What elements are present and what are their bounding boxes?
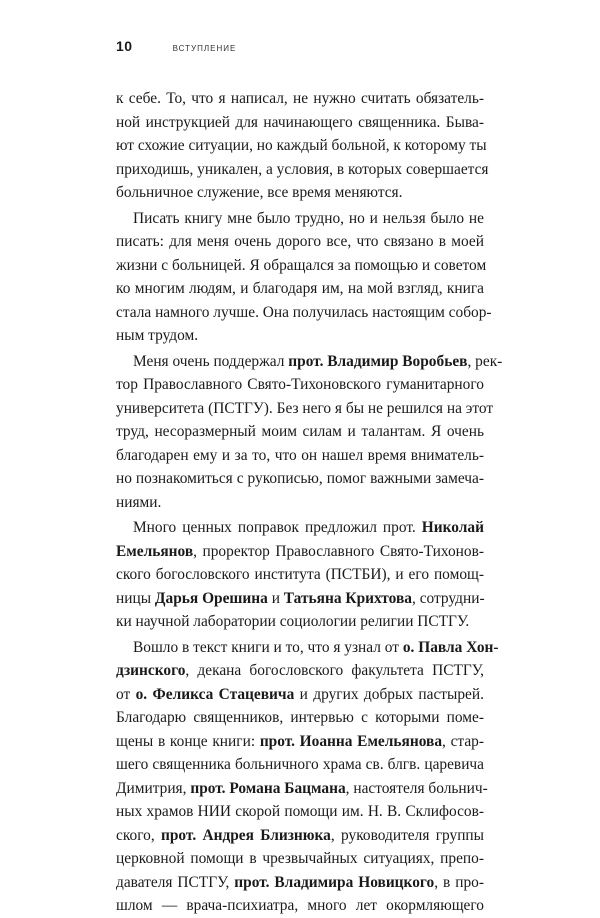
text-line: шлом — врача-психиатра, много лет окормляющего (116, 897, 484, 914)
text-segment: ского, (116, 826, 161, 844)
running-head: ВСТУПЛЕНИЕ (172, 44, 237, 53)
text-segment: давателя ПСТГУ, (116, 873, 235, 891)
text-line: тор Православного Свято-Тихоновского гуманитарного (116, 376, 484, 393)
bold-name: прот. Владимира Новицкого (234, 873, 435, 891)
text-segment: , рек- (467, 352, 503, 370)
text-segment: , в про- (434, 873, 484, 891)
bold-name: прот. Владимир Воробьев (288, 352, 468, 370)
text-segment: , стар- (442, 732, 484, 750)
text-segment: ницы (116, 589, 155, 607)
text-segment: Меня очень поддержал (133, 352, 289, 370)
paragraph (116, 350, 503, 515)
bold-name: Николай (421, 519, 484, 536)
text-segment: Димитрия, (116, 779, 191, 797)
paragraph (116, 87, 489, 205)
page-number: 10 (116, 38, 133, 54)
paragraph (116, 207, 492, 348)
bold-name: о. Павла Хон- (402, 638, 499, 656)
text-line (116, 587, 484, 611)
text-line (116, 683, 484, 707)
text-segment: , декана богословского факультета ПСТГУ, (185, 662, 484, 679)
bold-name: прот. Андрея Близнюка (161, 826, 331, 844)
text-line: больничное служение, все время меняются. (116, 184, 403, 201)
bold-name: дзинского (116, 662, 186, 679)
text-line: ниями. (116, 493, 162, 511)
bold-name: прот. Иоанна Емельянова (259, 732, 443, 750)
text-segment: , сотрудни- (412, 589, 485, 607)
text-line (116, 350, 503, 374)
paragraph (116, 516, 484, 634)
text-line: писать: для меня очень дорого все, что связано в моей (116, 233, 484, 250)
text-line (116, 777, 488, 801)
text-line: но познакомиться с рукописью, помог важными замеча- (116, 470, 484, 487)
text-line: труд, несоразмерный моим силам и талантам. Я очень (116, 423, 484, 440)
text-line: ным трудом. (116, 327, 199, 344)
text-line: стала намного лучше. Она получилась настоящим собор- (116, 303, 492, 321)
bold-name: Татьяна Крихтова (283, 589, 412, 607)
text-line: жизни с больницей. Я обращался за помощью и советом (116, 256, 487, 274)
text-line (116, 871, 484, 895)
text-line (116, 730, 484, 754)
text-line (116, 659, 484, 683)
bold-name: Емельянов (116, 542, 194, 560)
text-line: шего священника больничного храма св. блгв. царевича (116, 756, 484, 773)
text-segment: , проректор Православного Свято-Тихонов- (193, 542, 484, 560)
text-line: университета (ПСТГУ). Без него я бы не решился на этот (116, 399, 494, 417)
text-line (116, 516, 484, 540)
text-line (116, 540, 484, 564)
text-segment: Много ценных поправок предложил прот. (133, 519, 422, 536)
bold-name: прот. Романа Бацмана (190, 779, 346, 797)
text-segment: , руководителя группы (330, 826, 485, 844)
text-line (116, 824, 484, 848)
text-line: ных храмов НИИ скорой помощи им. Н. В. Склифосов- (116, 803, 484, 820)
page-header (116, 38, 236, 54)
text-segment: и других добрых пастырей. (294, 685, 484, 703)
body-text (116, 87, 503, 918)
text-line: церковной помощи в чрезвычайных ситуациях, препо- (116, 850, 484, 867)
text-line: ского богословского института (ПСТБИ), и его помощ- (116, 566, 484, 583)
text-line: ют схожие ситуации, но каждый больной, к которому ты (116, 137, 487, 154)
text-line (116, 636, 499, 660)
bold-name: о. Феликса Стацевича (135, 685, 295, 703)
text-line: ко многим людям, и благодаря им, на мой взгляд, книга (116, 280, 484, 297)
text-line: к себе. То, что я написал, не нужно считать обязатель- (116, 90, 484, 107)
bold-name: Дарья Орешина (154, 589, 268, 607)
text-line: Благодарю священников, интервью с которыми поме- (116, 709, 484, 726)
text-segment: щены в конце книги: (116, 732, 260, 750)
text-line: приходишь, уникален, а условия, в которых совершается (116, 160, 489, 178)
text-segment: и (267, 589, 284, 607)
paragraph (116, 636, 499, 918)
text-segment: Вошло в текст книги и то, что я узнал от (133, 638, 403, 656)
text-line: ки научной лаборатории социологии религии ПСТГУ. (116, 613, 470, 630)
text-segment: от (116, 685, 136, 703)
text-segment: , настоятеля больнич- (345, 779, 488, 797)
text-line: Писать книгу мне было трудно, но и нельзя было не (133, 209, 484, 227)
text-line: ной инструкцией для начинающего священника. Быва- (116, 113, 484, 131)
text-line: благодарен ему и за то, что он нашел время вниматель- (116, 446, 484, 464)
